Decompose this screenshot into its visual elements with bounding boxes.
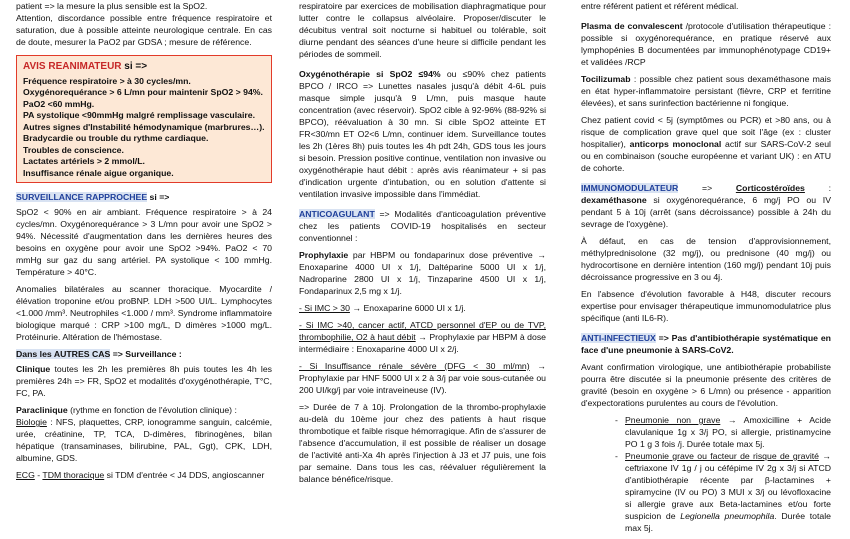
insuffisance-renale-paragraph: - Si Insuffisance rénale sévère (DFG < 30 ml/mn) → Prophylaxie par HNF 5000 UI x 2 à 3/j par voie sous-cutanée ou 200 UI/kg/j par voie intraveineuse (IV). [299, 361, 546, 395]
column-2 [299, 0, 546, 490]
anti-infectieux-heading: ANTI-INFECTIEUX => Pas d'antibiothérapie systématique en face d'une pneumonie à SARS-CoV2. [581, 333, 831, 355]
autres-cas-heading: Dans les AUTRES CAS => Surveillance : [16, 349, 182, 360]
imc40-paragraph: - Si IMC >40, cancer actif, ATCD personnel d'EP ou de TVP, thrombophilie, O2 à haut débit → Prophylaxie par HBPM à dose intermédiaire : Enoxaparine 4000 UI x 2/j. [299, 320, 547, 354]
pneumonie-list [581, 414, 831, 534]
biologie-paragraph: Biologie : NFS, plaquettes, CRP, ionogramme sanguin, calcémie, urée, créatinine, TP, TCA, D-dimères, fibrinogènes, bilan hépatique (transaminases, bilirubine, PAL, Ggt), CPK, LDH, albumine, GDS. [16, 417, 272, 464]
surveillance-heading: SURVEILLANCE RAPPROCHEE si => [16, 192, 170, 203]
avis-item: Lactates artériels > 2 mmol/L. [23, 156, 145, 167]
defaut-paragraph: À défaut, en cas de tension d'approvisionnement, méthylprednisolone (32 mg/j), ou prednisone (40 mg/j) ou hydrocortisone en dernière intention (160 mg/j) pendant 10j puis décroissance progressive en 3 ou 4j. [581, 236, 831, 282]
surveillance-biology: Anomalies bilatérales au scanner thoracique. Myocardite / élévation troponine et/ou proBNP. LDH >500 UI/L. Lymphocytes <1.000 /mm³. Neutrophiles <1.000 / mm³. Syndrome inflammatoire biologique marqué : CRP >100 mg/L, D dimères >1000 mg/L. Protéinurie. Altération de l'hémostase. [16, 284, 272, 343]
avis-item: PA systolique <90mmHg malgré remplissage vasculaire. [23, 110, 256, 121]
avis-item: Troubles de conscience. [23, 144, 124, 155]
list-item: - Pneumonie grave ou facteur de risque de gravité → ceftriaxone IV 1g / j ou céfépime IV 2g x 3/j si ATCD d'antibiothérapie récente par β-lactamines + spiramycine (IV ou PO) 3 MUI x 3/j ou lévofloxacine si allergie grave aux Beta-lactamines et/ou forte suspicion de Legionella pneumophila. Durée totale max 5j. [625, 450, 831, 534]
column-1 [16, 0, 272, 486]
text-block: entre référent patient et référent médical. [581, 1, 739, 11]
avis-reanimateur-box [16, 55, 272, 183]
kine-paragraph: respiratoire par exercices de mobilisation diaphragmatique pour lutter contre le collapsus alvéolaire. Proposer/discuter le décubitus ventral soit nocturne si habituel ou tolérable, soit diurne pendant des séances d'une heure si difficile pendant les périodes de sommeil. [299, 1, 546, 59]
duree-paragraph: => Durée de 7 à 10j. Prolongation de la thrombo-prophylaxie au-delà du 10ème jour chez des patients à haut risque thrombotique et faible risque hémorragique. Afin de s'assurer de l'absence d'accumulation, il est possible de réaliser un dosage de l'activité anti-Xa 4h après l'injection à J3 et J7 puis, une fois par semaine. Dans tous les cas, réévaluer régulièrement la balance bénéfice/risque. [299, 402, 546, 484]
column-3 [581, 0, 831, 539]
surveillance-criteria: SpO2 < 90% en air ambiant. Fréquence respiratoire > à 24 cycles/mn. Oxygénorequérance > 3 L/mn pour avoir une SpO2 > 94%. Nécessité d'augmentation dans les dernières heures des besoins en oxygène pour avoir une SpO2 >94%. PaO2 < 70 mmHg sur gaz du sang artériel. PA systolique < 100 mmHg. Température > 40°C. [16, 207, 272, 278]
avis-item: PaO2 <60 mmHg. [23, 98, 95, 109]
immunomodulateur-paragraph: IMMUNOMODULATEUR => Corticostéroïdes : dexaméthasone si oxygénorequérance, 6 mg/j PO ou IV pendant 5 à 10j (arrêt (sans décroissance) possible à 24h du sevrage de l'oxygène). [581, 183, 832, 229]
plasma-paragraph: Plasma de convalescent /protocole d'utilisation thérapeutique : possible si oxygénorequérance, en pratique réservé aux lymphopénies B documentées par immunophénotypage CD19+ et validées /RCP [581, 21, 831, 67]
list-item: - Pneumonie non grave → Amoxicilline + Acide clavulanique 1g x 3/j PO, si allergie, pristinamycine PO 1 g 3 fois /j. Durée totale max 5j. [625, 414, 831, 450]
paraclinique-paragraph: Paraclinique (rythme en fonction de l'évolution clinique) : [16, 405, 237, 416]
prophylaxie-paragraph: Prophylaxie par HBPM ou fondaparinux dose préventive → Enoxaparine 4000 UI x 1/j, Daltéparine 5000 UI x 1/j, Nadroparine 2800 UI x 1/j, Tinzaparine 4500 UI x 1/j, Fondaparinux 2,5 mg x 1/j. [299, 250, 546, 296]
avis-item: Bradycardie ou trouble du rythme cardiaque. [23, 133, 209, 144]
anticoagulant-heading: ANTICOAGULANT => Modalités d'anticoagulation préventive chez les patients COVID-19 hospitalisés en secteur conventionnel : [299, 209, 546, 243]
avis-title: AVIS REANIMATEUR si => [23, 61, 148, 72]
avis-item: Oxygénorequérance > 6 L/mn pour maintenir SpO2 > 94%. [23, 87, 263, 98]
anticorps-paragraph: Chez patient covid < 5j (symptômes ou PCR) et >80 ans, ou à risque de complication grave quel que soit l'âge (ex : cluster hospitalier), anticorps monoclonal actif sur SARS-CoV-2 seul ou en combinaison (souche européenne et variant UK) : en ATU de cohorte. [581, 115, 831, 173]
text-block: patient => la mesure la plus sensible est la SpO2. Attention, discordance possible entre fréquence respiratoire et saturation, due à possible atteinte neurologique centrale. En cas de doute, mesurer la PaO2 par GDSA ; mesure de référence. [16, 1, 272, 47]
tocilizumab-paragraph: Tocilizumab : possible chez patient sous dexaméthasone mais en état hyper-inflammatoire persistant (fièvre, CRP et ferritine élevées), et sans surinfection bactérienne ni fongique. [581, 74, 831, 108]
absence-evolution-paragraph: En l'absence d'évolution favorable à H48, discuter recours expertise pour envisager thérapeutique immunomodulatrice plus spécifique (anti IL6-R). [581, 289, 831, 323]
oxygenotherapie-paragraph: Oxygénothérapie si SpO2 ≤94% ou ≤90% chez patients BPCO / IRCO => Lunettes nasales jusqu'à débit 4-6L puis masque simple jusqu'à 9 L/mn, puis masque haute concentration (avec réservoir). SpO2 cible à 92-96% (88-92% si BPCO), réévaluation à 30 mn. Si cible SpO2 atteinte ET FR<30/mn ET O2<6 L/mn, continuer idem. Surveillance toutes les 2h (1ères 8h) puis toutes les 4h pdt 24h, GDS tous les jours si besoin. Pression positive continue, ventilation non invasive ou oxygénothérapie haut débit : après avis réanimateur + si pas d'indication urgente d'intubation, ou en solution d'attente si ventilation invasive impossible dans l'immédiat. [299, 69, 546, 199]
avis-item: Autres signes d'Instabilité hémodynamique (marbrures…). [23, 121, 265, 132]
avis-item: Insuffisance rénale aigue organique. [23, 167, 174, 178]
antibiotherapie-paragraph: Avant confirmation virologique, une antibiothérapie probabiliste pourra être discutée si la pneumonie présente des critères de gravité (besoin en oxygène > 6 L/mn) ou présence - apparition d'expectorations purulentes au cours de l'évolution. [581, 362, 831, 408]
imc30-paragraph: - Si IMC > 30 → Enoxaparine 6000 UI x 1/j. [299, 303, 466, 313]
ecg-paragraph: ECG - TDM thoracique si TDM d'entrée < J4 DDS, angioscanner [16, 470, 265, 481]
avis-item: Fréquence respiratoire > à 30 cycles/mn. [23, 75, 191, 86]
clinique-paragraph: Clinique toutes les 2h les premières 8h puis toutes les 4h les premières 24h => FR, SpO2 et modalités d'oxygénothérapie, T°C, FC, PA. [16, 364, 272, 399]
